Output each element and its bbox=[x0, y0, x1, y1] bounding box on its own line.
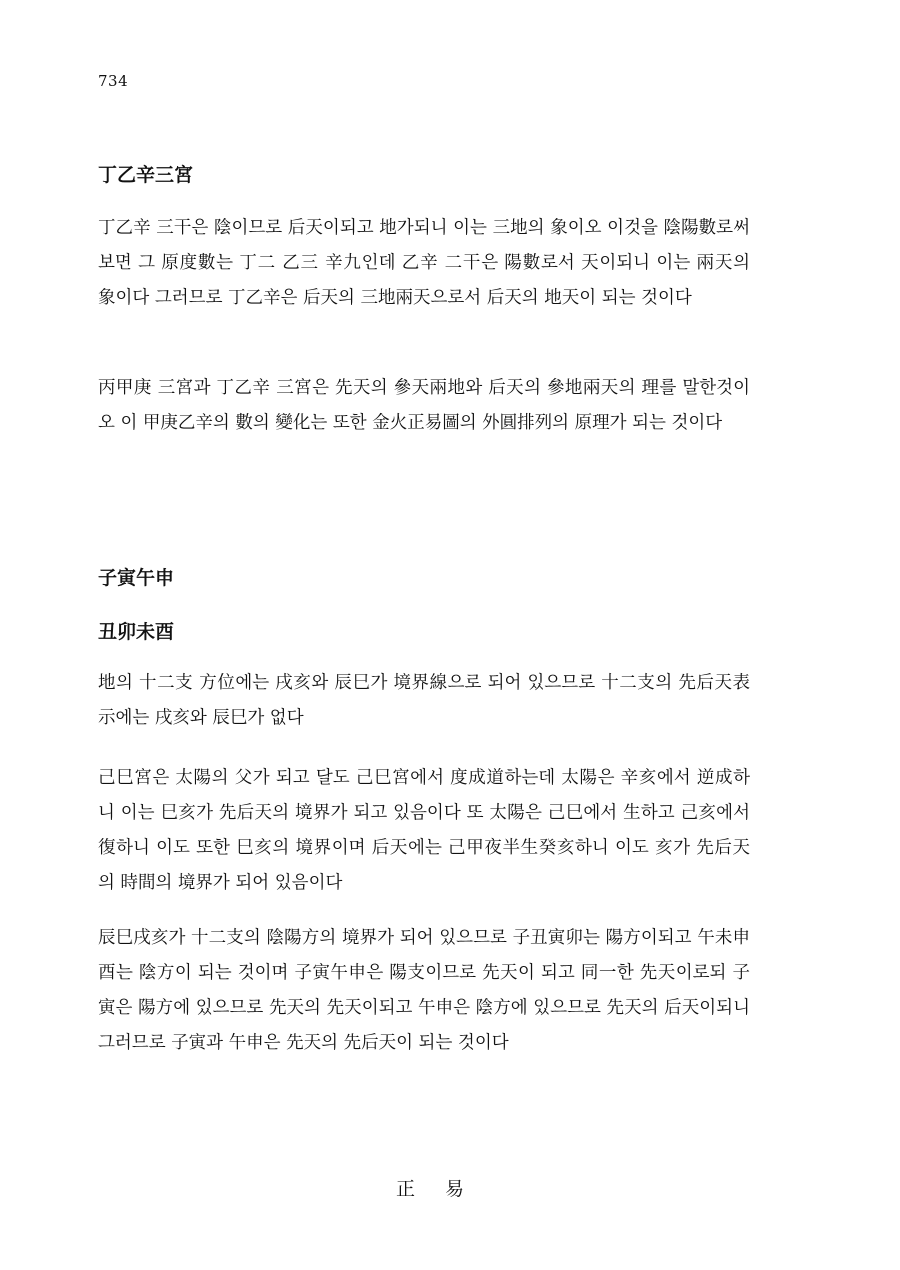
section-heading: 子寅午申 bbox=[98, 567, 175, 589]
section-heading: 丁乙辛三宮 bbox=[98, 164, 194, 186]
section-heading: 丑卯未酉 bbox=[98, 621, 175, 643]
paragraph: 丙甲庚 三宮과 丁乙辛 三宮은 先天의 參天兩地와 后天의 參地兩天의 理를 말한것이오 이 甲庚乙辛의 數의 變化는 또한 金火正易圖의 外圓排列의 原理가 되는 것이다 bbox=[98, 378, 750, 433]
paragraph: 地의 十二支 方位에는 戌亥와 辰巳가 境界線으로 되어 있으므로 十二支의 先后天表示에는 戌亥와 辰巳가 없다 bbox=[98, 673, 750, 728]
page-number: 734 bbox=[98, 72, 129, 90]
paragraph: 己巳宮은 太陽의 父가 되고 달도 己巳宮에서 度成道하는데 太陽은 辛亥에서 逆成하니 이는 巳亥가 先后天의 境界가 되고 있음이다 또 太陽은 己巳에서 生하고 己亥에서 復하니 이도 또한 巳亥의 境界이며 后天에는 己甲夜半生癸亥하니 이도 亥가 先后天의 時間의 境界가 되어 있음이다 bbox=[98, 768, 750, 893]
paragraph: 丁乙辛 三干은 陰이므로 后天이되고 地가되니 이는 三地의 象이오 이것을 陰陽數로써 보면 그 原度數는 丁二 乙三 辛九인데 乙辛 二干은 陽數로서 天이되니 이는 兩天의 象이다 그러므로 丁乙辛은 后天의 三地兩天으로서 后天의 地天이 되는 것이다 bbox=[98, 218, 750, 308]
paragraph: 辰巳戌亥가 十二支의 陰陽方의 境界가 되어 있으므로 子丑寅卯는 陽方이되고 午未申酉는 陰方이 되는 것이며 子寅午申은 陽支이므로 先天이 되고 同一한 先天이로되 子寅은 陽方에 있으므로 先天의 先天이되고 午申은 陰方에 있으므로 先天의 后天이되니 그러므로 子寅과 午申은 先天의 先后天이 되는 것이다 bbox=[98, 928, 750, 1053]
footer-title: 正 易 bbox=[396, 1178, 477, 1200]
